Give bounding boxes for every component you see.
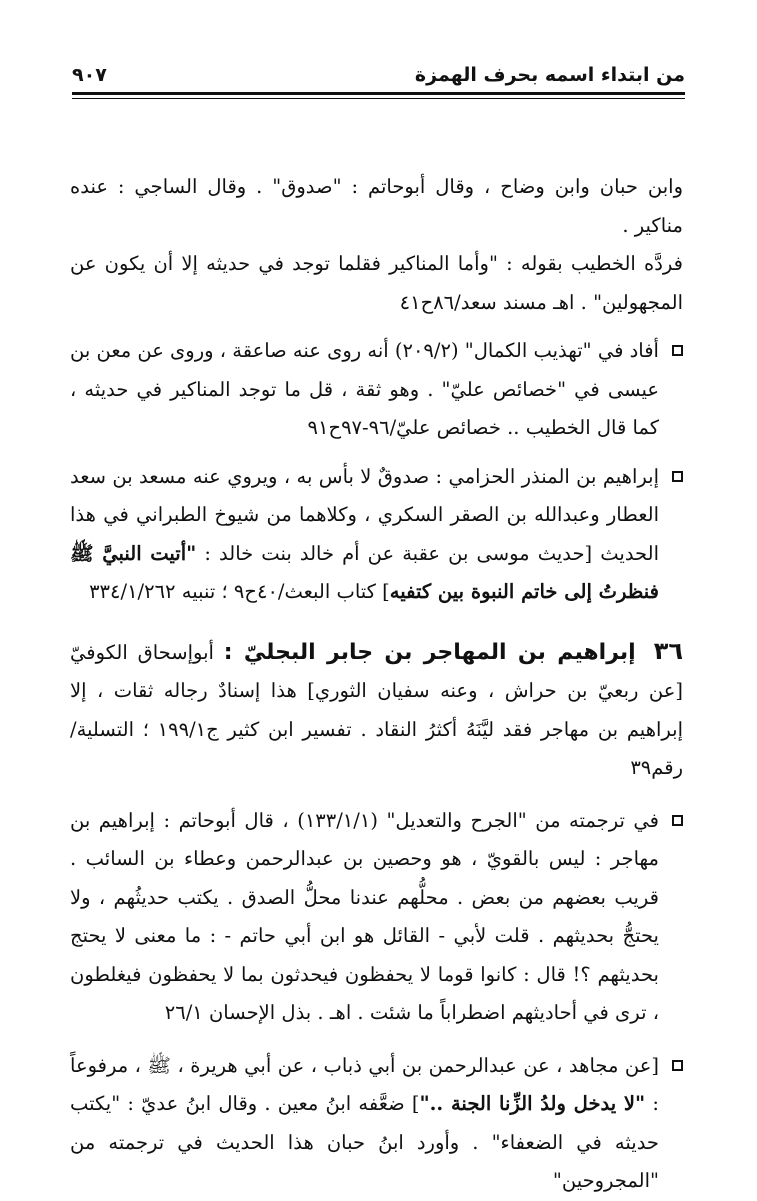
intro-line-1: وابن حبان وابن وضاح ، وقال أبوحاتم : "صدوق" . وقال الساجي : عنده مناكير . xyxy=(70,175,683,237)
square-bullet-icon xyxy=(672,471,683,482)
note-bullet-4 xyxy=(70,1047,683,1201)
note-text: أفاد في "تهذيب الكمال" (٢٠٩/٢) أنه روى عنه صاعقة ، وروى عن معن بن عيسى في "خصائص عليّ" . وهو ثقة ، قل ما توجد المناكير في حديثه ، كما قال الخطيب .. خصائص عليّ/٩٦-٩٧ح٩١ xyxy=(70,339,659,439)
entry-body: أبوإسحاق الكوفيّ [عن ربعيّ بن حراش ، وعنه سفيان الثوري] هذا إسنادٌ رجاله ثقات ، إلا إبراهيم بن مهاجر فقد ليَّنَهُ أكثرُ النقاد . تفسير ابن كثير ج١٩٩/١ ؛ التسلية/رقم٣٩ xyxy=(70,640,683,779)
entry-36 xyxy=(70,632,683,788)
note-text xyxy=(70,1047,659,1201)
header-rule-thin xyxy=(72,98,685,99)
note-text: في ترجمته من "الجرح والتعديل" (١٣٣/١/١) ، قال أبوحاتم : إبراهيم بن مهاجر : ليس بالقويّ ، هو وحصين بن عبدالرحمن وعطاء بن السائب . قريب بعضهم من بعض . محلُّهم عندنا محلُّ الصدق . يكتب حديثُهم ، ولا يحتجُّ بحديثهم . قلت لأبي - القائل هو ابن أبي حاتم - : ما معنى لا يحتج بحديثهم ؟! قال : كانوا قوما لا يحفظون فيحدثون بما لا يحفظون فيغلطون ، ترى في أحاديثهم اضطراباً ما شئت . اهـ . بذل الإحسان ٢٦/١ xyxy=(70,808,660,1024)
square-bullet-icon xyxy=(672,815,683,826)
note-bullet-1 xyxy=(70,332,683,448)
note-text-part: ] ضعَّفه ابنُ معين . وقال ابنُ عديّ : "يكتب حديثه في الضعفاء" . وأورد ابنُ حبان هذا الحديث في ترجمته من "المجروحين" xyxy=(70,1092,659,1192)
note-text-part: إبراهيم بن المنذر الحزامي : صدوقٌ لا بأس به ، ويروي عنه مسعد بن سعد العطار وعبدالله بن الصقر السكري ، وكلاهما من شيوخ الطبراني في هذا الحديث [حديث موسى بن عقبة عن أم خالد بنت خالد : xyxy=(70,464,659,565)
note-bullet-2 xyxy=(70,458,683,612)
hadith-quote: "لا يدخل ولدُ الزِّنا الجنة .." xyxy=(419,1092,646,1115)
page-number: ٩٠٧ xyxy=(72,64,107,86)
entry-number: ٣٦ xyxy=(653,636,683,665)
note-text-part: [عن مجاهد ، عن عبدالرحمن بن أبي ذباب ، عن أبي هريرة ، ﷺ ، مرفوعاً : xyxy=(70,1053,659,1115)
intro-paragraph xyxy=(70,168,683,322)
note-text xyxy=(70,458,659,612)
page-header xyxy=(72,52,685,86)
hadith-quote: "أتيت النبيَّ ﷺ فنظرتُ إلى خاتم النبوة بين كتفيه xyxy=(70,541,659,603)
entry-text xyxy=(70,632,683,788)
square-bullet-icon xyxy=(672,345,683,356)
running-title: من ابتداء اسمه بحرف الهمزة xyxy=(414,64,685,86)
narrator-name: إبراهيم بن المهاجر بن جابر البجليّ : xyxy=(223,639,636,665)
note-text-part: ] كتاب البعث/٤٠ح٩ ؛ تنبيه ٣٣٤/١/٢٦٢ xyxy=(89,580,390,603)
intro-line-2: فردَّه الخطيب بقوله : "وأما المناكير فقلما توجد في حديثه إلا أن يكون عن المجهولين" . اهـ مسند سعد/٨٦ح٤١ xyxy=(70,252,683,314)
header-rule-thick xyxy=(72,92,685,95)
square-bullet-icon xyxy=(672,1060,683,1071)
page-body xyxy=(70,168,683,1201)
note-bullet-3 xyxy=(70,802,683,1033)
